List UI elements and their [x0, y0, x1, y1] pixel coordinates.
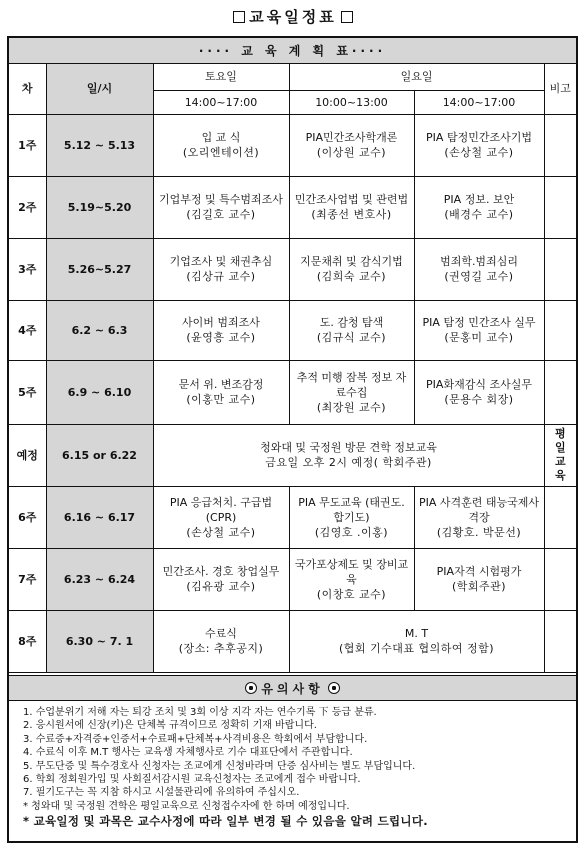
saturday-course-cell [153, 114, 289, 176]
note-cell [544, 424, 576, 486]
course-instructor: (이홍만 교수) [186, 393, 256, 406]
sunday-pm-course-cell [414, 176, 544, 238]
table-row [9, 360, 576, 424]
course-instructor: (손상철 교수) [186, 525, 256, 539]
week-cell: 6주 [9, 486, 46, 548]
sunday-pm-course-cell [414, 548, 544, 610]
course-title: PIA 응급처치. 구급법(CPR) [169, 495, 273, 524]
course-title: PIA자격 시험평가 [436, 565, 522, 578]
table-row [9, 424, 576, 486]
course-title: PIA 탐정 민간조사 실무 [422, 316, 536, 329]
table-row [9, 300, 576, 360]
week-cell: 7주 [9, 548, 46, 610]
page-title [0, 6, 586, 30]
table-row [9, 114, 576, 176]
course-title: PIA민간조사학개론 [305, 131, 398, 144]
table-row [9, 486, 576, 548]
course-title: 기업부정 및 특수범죄조사 [159, 193, 283, 206]
sunday-am-course-cell [289, 238, 414, 300]
note-line: 1. 수업분위기 저해 자는 퇴강 조치 및 3회 이상 지각 자는 연수기록 下 등급 분류. [23, 707, 377, 718]
course-title: 입 교 식 [201, 131, 241, 144]
note-line: 6. 학회 정회원가입 및 사회질서감시원 교육신청자는 조교에게 접수 바랍니다. [23, 774, 361, 786]
schedule-frame [7, 36, 578, 843]
course-instructor: (김황호. 박문선) [436, 525, 522, 539]
note-cell [544, 610, 576, 672]
saturday-course-cell [153, 360, 289, 424]
flower-icon [245, 682, 257, 694]
course-title: PIA 무도교육 (태권도. 합기도) [298, 495, 405, 524]
table-row [9, 548, 576, 610]
course-title: 문서 위. 변조감정 [178, 378, 264, 391]
date-cell: 5.26~5.27 [46, 238, 153, 300]
note-cell [544, 300, 576, 360]
course-instructor: (이창호 교수) [316, 587, 387, 601]
sunday-am-course-cell [289, 300, 414, 360]
sunday-am-course-cell [289, 486, 414, 548]
note-cell [544, 360, 576, 424]
course-title: M. T [404, 627, 429, 640]
course-instructor: (문용수 회장) [444, 393, 514, 406]
notes-list [23, 706, 568, 829]
course-title: 도. 감청 탐색 [319, 316, 384, 329]
note-line: 4. 수료식 이후 M.T 행사는 교육생 자체행사로 기수 대표단에서 주관합니다. [23, 747, 353, 759]
course-title: PIA 탐정민간조사기법 [426, 131, 532, 144]
course-instructor: (손상철 교수) [444, 146, 514, 159]
date-cell: 6.9 ~ 6.10 [46, 360, 153, 424]
week-cell: 5주 [9, 360, 46, 424]
sunday-pm-course-cell [414, 360, 544, 424]
final-note: * 교육일정 및 과목은 교수사정에 따라 일부 변경 될 수 있음을 알려 드립니다. [23, 815, 428, 829]
note-line: * 청와대 및 국정원 견학은 평일교육으로 신청접수자에 한 하며 예정입니다. [23, 800, 350, 812]
course-title: 국가포상제도 및 장비교육 [294, 557, 409, 586]
sunday-pm-course-cell [414, 300, 544, 360]
page-title-text: 교육일정표 [249, 8, 337, 26]
note-cell [544, 486, 576, 548]
course-instructor: (김상규 교수) [186, 270, 256, 283]
sunday-am-course-cell [289, 114, 414, 176]
header-note: 비고 [544, 64, 576, 114]
date-cell: 6.2 ~ 6.3 [46, 300, 153, 360]
header-date: 일/시 [46, 64, 153, 114]
sunday-am-course-cell [289, 176, 414, 238]
saturday-course-cell [153, 610, 289, 672]
saturday-course-cell [153, 486, 289, 548]
merged-event-cell [153, 424, 544, 486]
schedule-body [9, 114, 576, 672]
header-sun-time-pm: 14:00~17:00 [414, 90, 544, 114]
course-instructor: (권영길 교수) [444, 270, 514, 283]
note-line: 5. 무도단증 및 특수경호사 신청자는 조교에게 신청바라며 단증 심사비는 별도 부담입니다. [23, 760, 416, 772]
course-instructor: (이상원 교수) [316, 146, 387, 159]
course-instructor: (최종선 변호사) [311, 208, 392, 221]
note-line: 2. 응시원서에 신장(키)은 단체복 규격이므로 정확히 기재 바랍니다. [23, 720, 317, 732]
course-instructor: (최장원 교수) [316, 400, 387, 414]
course-title: 민간조사. 경호 창업실무 [162, 565, 280, 578]
date-cell: 6.15 or 6.22 [46, 424, 153, 486]
sunday-pm-course-cell [414, 238, 544, 300]
course-instructor: (김희숙 교수) [316, 270, 387, 283]
course-instructor: (학회주관) [451, 580, 507, 593]
course-title: 지문채취 및 감식기법 [300, 255, 403, 268]
course-title: PIA 정보. 보안 [443, 193, 515, 206]
date-cell: 6.16 ~ 6.17 [46, 486, 153, 548]
header-sunday: 일요일 [289, 64, 544, 90]
course-instructor: (문홍미 교수) [444, 331, 514, 344]
schedule-table [9, 64, 576, 673]
table-row [9, 238, 576, 300]
week-cell: 예정 [9, 424, 46, 486]
header-sun-time-am: 10:00~13:00 [289, 90, 414, 114]
course-title: 사이버 범죄조사 [182, 316, 260, 329]
course-title: 범죄학.범죄심리 [440, 255, 518, 268]
sunday-am-course-cell [289, 360, 414, 424]
sunday-am-course-cell [289, 548, 414, 610]
box-icon [341, 11, 353, 23]
course-instructor: (윤영흥 교수) [186, 331, 256, 344]
course-title: 기업조사 및 채권추심 [169, 255, 273, 268]
header-week: 차 [9, 64, 46, 114]
course-title: PIA화재감식 조사실무 [426, 378, 532, 391]
note-cell [544, 238, 576, 300]
course-instructor: (협회 기수대표 협의하여 정함) [338, 642, 495, 655]
sunday-pm-course-cell [414, 486, 544, 548]
box-icon [233, 11, 245, 23]
course-title: 민간조사업법 및 관련법 [294, 193, 409, 206]
saturday-course-cell [153, 548, 289, 610]
flower-icon [328, 682, 340, 694]
plan-title: ···· 교 육 계 획 표···· [9, 38, 576, 64]
course-instructor: (김영호 .이홍) [314, 525, 389, 539]
notes-title-text: 유의사항 [261, 682, 324, 696]
course-title: 추적 미행 잠복 정보 자료수집 [296, 370, 407, 399]
week-cell: 2주 [9, 176, 46, 238]
week-cell: 3주 [9, 238, 46, 300]
week-cell: 1주 [9, 114, 46, 176]
date-cell: 5.12 ~ 5.13 [46, 114, 153, 176]
course-instructor: 금요일 오후 2시 예정( 학회주관) [265, 456, 432, 469]
saturday-course-cell [153, 300, 289, 360]
note-cell [544, 114, 576, 176]
date-cell: 6.23 ~ 6.24 [46, 548, 153, 610]
week-cell: 4주 [9, 300, 46, 360]
table-row [9, 610, 576, 672]
note-cell [544, 176, 576, 238]
course-title: 청와대 및 국정원 방문 견학 정보교육 [260, 441, 437, 454]
course-instructor: (김규식 교수) [316, 331, 387, 344]
note-cell [544, 548, 576, 610]
course-title: PIA 사격훈련 태능국제사격장 [418, 495, 540, 524]
sunday-pm-course-cell [414, 114, 544, 176]
saturday-course-cell [153, 176, 289, 238]
course-instructor: (김유광 교수) [186, 580, 256, 593]
course-instructor: (오리엔테이션) [182, 146, 260, 159]
week-cell: 8주 [9, 610, 46, 672]
note-text: 평일교육 [554, 427, 566, 482]
course-instructor: (배경수 교수) [444, 208, 514, 221]
date-cell: 5.19~5.20 [46, 176, 153, 238]
header-saturday: 토요일 [153, 64, 289, 90]
course-instructor: (장소: 추후공지) [178, 642, 264, 655]
saturday-course-cell [153, 238, 289, 300]
notes-title [9, 675, 576, 701]
note-line: 3. 수료증+자격증+인증서+수료패+단체복+사격비용은 학회에서 부담합니다. [23, 733, 368, 745]
header-sat-time: 14:00~17:00 [153, 90, 289, 114]
sunday-event-cell [289, 610, 544, 672]
course-title: 수료식 [205, 627, 237, 640]
note-line: 7. 필기도구는 꼭 지참 하시고 시설물관리에 유의하여 주십시오. [23, 787, 300, 799]
course-instructor: (김길호 교수) [186, 208, 256, 221]
date-cell: 6.30 ~ 7. 1 [46, 610, 153, 672]
table-row [9, 176, 576, 238]
